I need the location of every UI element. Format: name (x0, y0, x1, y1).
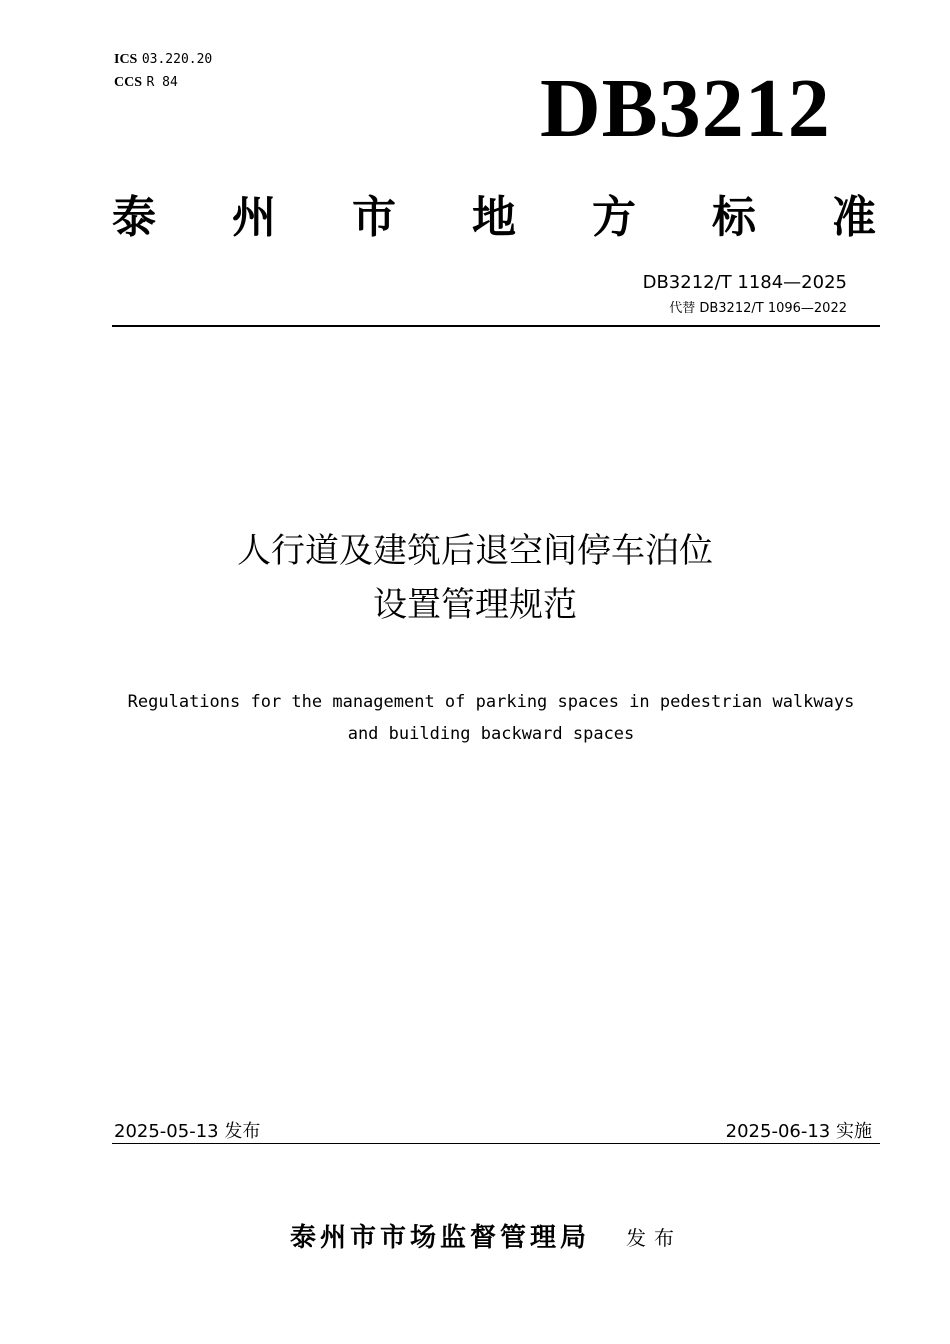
ics-code (114, 48, 212, 71)
top-divider (112, 325, 880, 327)
big-standard-code: DB3212 (540, 62, 831, 155)
standard-type-char: 标 (712, 192, 756, 243)
issue-label: 发布 (626, 1226, 682, 1250)
english-title-line-1: Regulations for the management of parking spaces in pedestrian walkways (127, 692, 855, 712)
standard-type-char: 泰 (112, 192, 156, 243)
chinese-title-line-1: 人行道及建筑后退空间停车泊位 (237, 531, 713, 571)
issuing-authority: 泰州市市场监督管理局 (290, 1223, 591, 1253)
implement-date: 2025-06-13 实施 (725, 1121, 872, 1142)
ccs-label: CCS (114, 75, 143, 90)
ccs-value: R 84 (146, 75, 178, 90)
standard-type-char: 方 (592, 192, 636, 243)
standard-number: DB3212/T 1184—2025 (642, 272, 847, 293)
bottom-divider (112, 1143, 880, 1144)
standard-type-char: 地 (472, 192, 516, 243)
standard-type-char: 准 (832, 192, 876, 243)
ccs-code (114, 71, 212, 94)
standard-type-heading (112, 190, 876, 246)
publish-date: 2025-05-13 发布 (114, 1121, 261, 1142)
english-title-line-2: and building backward spaces (347, 724, 635, 744)
classification-codes (114, 48, 212, 94)
standard-type-char: 市 (352, 192, 396, 243)
ics-label: ICS (114, 52, 138, 67)
chinese-title-line-2: 设置管理规范 (373, 585, 577, 625)
ics-value: 03.220.20 (141, 52, 213, 67)
replaces-standard: 代替 DB3212/T 1096—2022 (669, 301, 847, 316)
standard-type-char: 州 (232, 192, 276, 243)
